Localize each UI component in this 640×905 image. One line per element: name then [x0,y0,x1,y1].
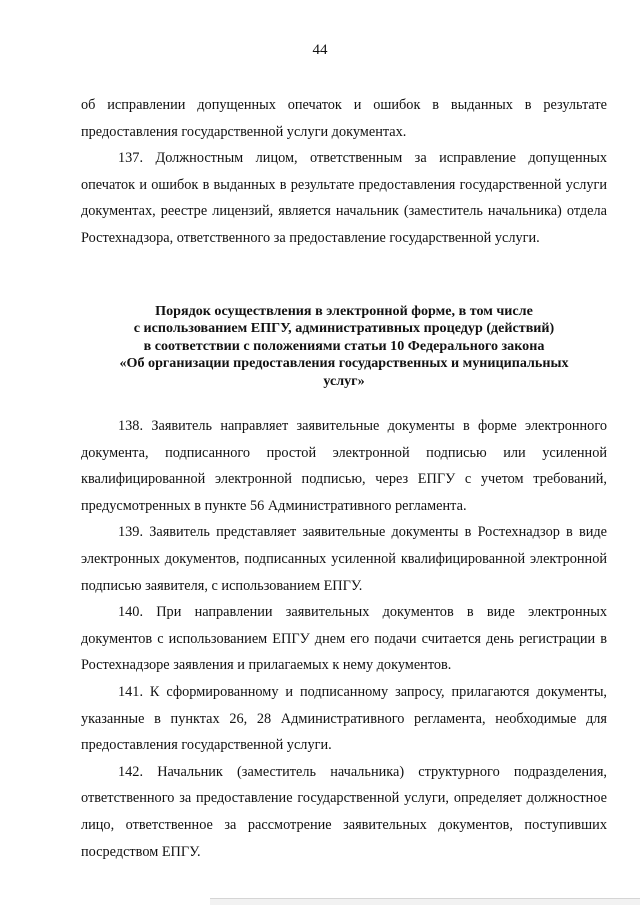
heading-line: «Об организации предоставления государственных и муниципальных [119,355,569,372]
scan-edge [210,898,640,905]
heading-line: услуг» [323,372,365,389]
paragraph-142: 142. Начальник (заместитель начальника) структурного подразделения, ответственного за предоставление государственной услуги, определяет должностное лицо, ответственное за рассмотрение заявительных документов, поступивших посредством ЕПГУ. [81,763,607,860]
paragraph-140: 140. При направлении заявительных документов в виде электронных документов с использованием ЕПГУ днем его подачи считается день регистрации в Ростехнадзоре заявления и прилагаемых к нему документов. [81,604,607,674]
paragraph-139: 139. Заявитель представляет заявительные документы в Ростехнадзор в виде электронных документов, подписанных усиленной квалифицированной электронной подписью заявителя, с использованием ЕПГУ. [81,524,607,594]
top-text-block [81,92,607,252]
heading-line: в соответствии с положениями статьи 10 Федерального закона [143,337,545,354]
section-heading [92,303,596,390]
paragraph-continuation: об исправлении допущенных опечаток и ошибок в выданных в результате предоставления государственной услуги документах. [81,97,607,140]
page-number: 44 [312,42,328,58]
heading-line: Порядок осуществления в электронной форме, в том числе [155,303,533,319]
heading-line: с использованием ЕПГУ, административных процедур (действий) [133,320,555,337]
paragraph-141: 141. К сформированному и подписанному запросу, прилагаются документы, указанные в пунктах 26, 28 Административного регламента, необходимые для предоставления государственной услуги. [81,683,607,754]
bottom-text-block [81,413,607,865]
paragraph-137: 137. Должностным лицом, ответственным за исправление допущенных опечаток и ошибок в выданных в результате предоставления государственной услуги документах, реестре лицензий, является начальник (заместитель начальника) отдела Ростехнадзора, ответственного за предоставление государственной услуги. [81,150,607,246]
paragraph-138: 138. Заявитель направляет заявительные документы в форме электронного документа, подписанного простой электронной подписью или усиленной квалифицированной электронной подписью, через ЕПГУ с учетом требований, предусмотренных в пункте 56 Административного регламента. [81,418,607,514]
